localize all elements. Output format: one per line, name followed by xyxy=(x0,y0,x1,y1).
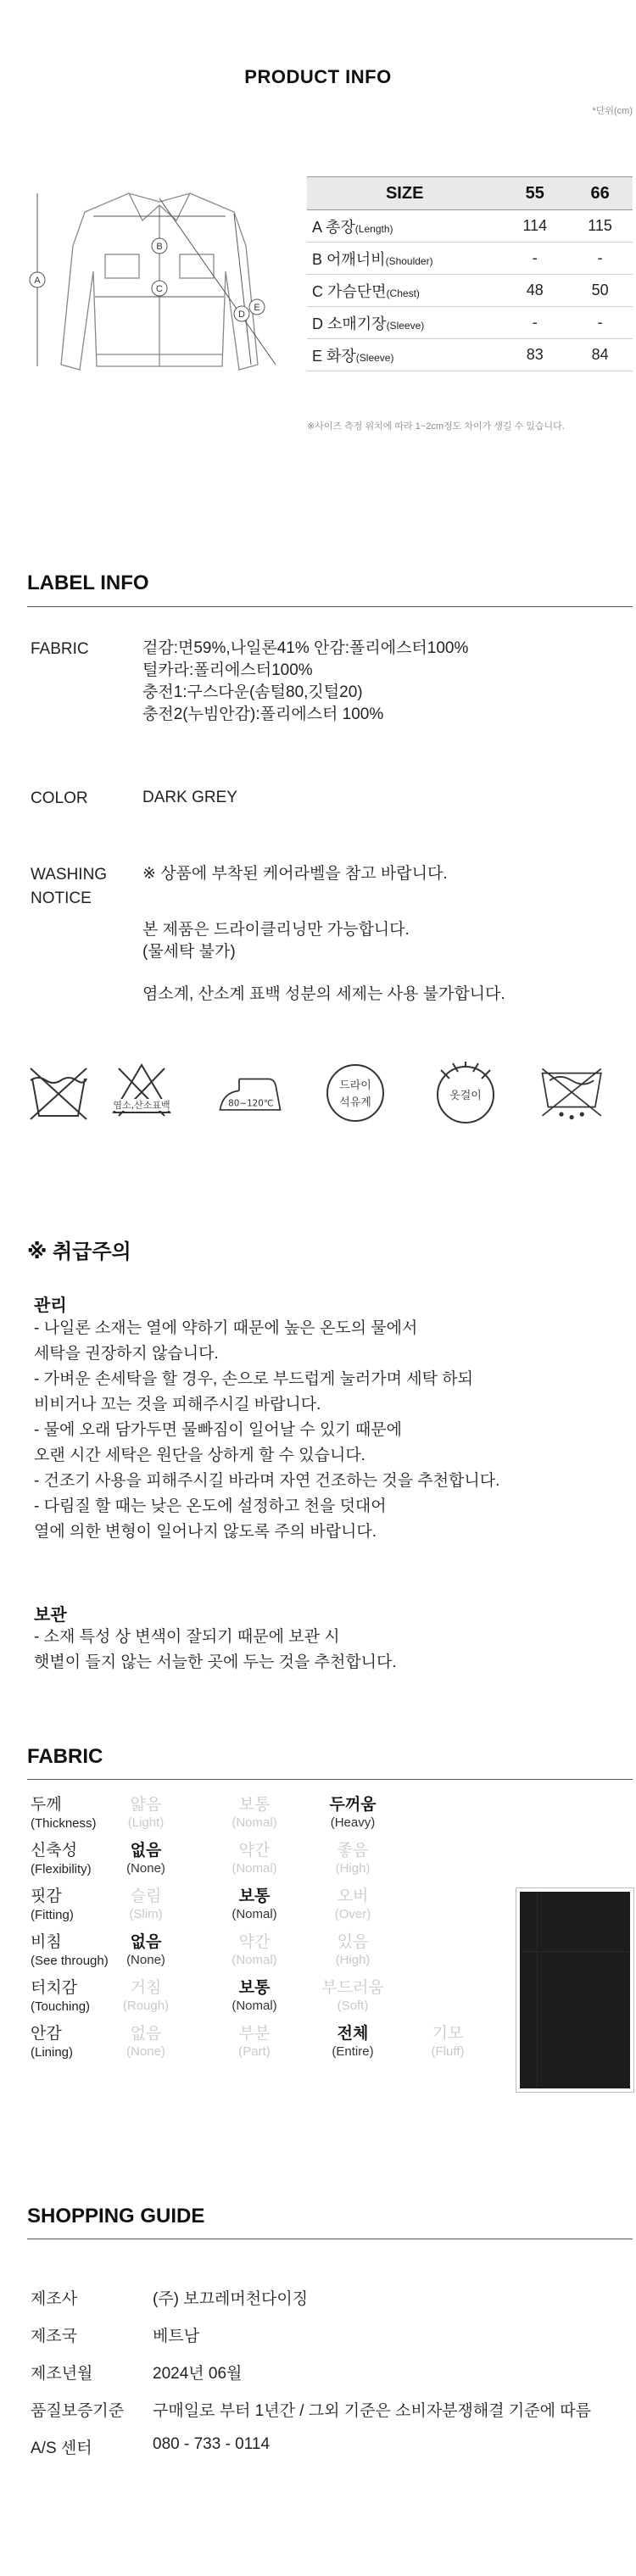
size-header-55: 55 xyxy=(502,177,567,210)
shopping-value: 베트남 xyxy=(153,2328,200,2345)
size-row-name: A 총장(Length) xyxy=(307,210,502,243)
jacket-pocket-left xyxy=(105,254,139,278)
shopping-key: A/S 센터 xyxy=(31,2439,92,2457)
label-c: C xyxy=(156,284,163,294)
fabric-attr-label: 핏감 (Fitting) xyxy=(31,1887,74,1922)
label-d: D xyxy=(238,309,245,320)
fabric-option: 오버 (Over) xyxy=(334,1887,371,1921)
iron-icon xyxy=(217,1060,283,1126)
svg-text:드라이: 드라이 xyxy=(339,1079,371,1092)
fabric-option-selected: 전체 (Entire) xyxy=(332,2025,374,2059)
fabric-option: 얇음 (Light) xyxy=(127,1796,165,1830)
size-value: 115 xyxy=(567,210,633,243)
size-value: - xyxy=(567,307,633,339)
color-key: COLOR xyxy=(31,789,88,807)
fabric-attr-label: 터치감 (Touching) xyxy=(31,1979,91,2014)
shopping-key: 품질보증기준 xyxy=(31,2402,125,2420)
shopping-guide-title: SHOPPING GUIDE xyxy=(27,2205,205,2228)
fabric-option-selected: 없음 (None) xyxy=(126,1933,165,1967)
fabric-divider xyxy=(27,1779,633,1780)
fabric-option: 약간 (Nomal) xyxy=(232,1842,277,1876)
size-row-name: D 소매기장(Sleeve) xyxy=(307,307,502,339)
size-row-name: C 가슴단면(Chest) xyxy=(307,275,502,307)
fabric-option: 보통 (Nomal) xyxy=(232,1796,277,1830)
label-info-title: LABEL INFO xyxy=(27,572,149,594)
label-a: A xyxy=(34,276,41,286)
care-title: ※ 취급주의 xyxy=(27,1241,131,1263)
fabric-attr-label: 두께 (Thickness) xyxy=(31,1796,97,1831)
size-value: 50 xyxy=(567,275,633,307)
size-table xyxy=(307,176,633,371)
shopping-key: 제조사 xyxy=(31,2290,78,2308)
jacket-diagram xyxy=(17,170,297,415)
label-e: E xyxy=(254,303,260,313)
fabric-line: 충전1:구스다운(솜털80,깃털20) xyxy=(142,683,363,701)
size-row-name: B 어깨너비(Shoulder) xyxy=(307,243,502,275)
measure-note: ※사이즈 측정 위치에 따라 1~2cm정도 차이가 생길 수 있습니다. xyxy=(307,421,565,432)
care-section-management: 관리 xyxy=(34,1296,67,1315)
svg-text:옷걸이: 옷걸이 xyxy=(449,1090,482,1102)
color-value: DARK GREY xyxy=(142,789,237,806)
size-row xyxy=(307,307,633,339)
care-management-lines: - 나일론 소재는 열에 약하기 때문에 높은 온도의 물에서 세탁을 권장하지 않습니다. - 가벼운 손세탁을 할 경우, 손으로 부드럽게 눌러가며 세탁 하되 비비거나 꼬는 것을 피해주시길 바랍니다. - 물에 오래 담가두면 물빠짐이 일어날 수 있기 때문에 오랜 시간 세탁은 원단을 상하게 할 수 있습니다. - 건조기 사용을 피해주시길 바라며 자연 건조하는 것을 추천합니다. - 다림질 할 때는 낮은 온도에 설정하고 천을 덧대어 열에 의한 변형이 일어나지 않도록 주의 바랍니다. xyxy=(34,1319,500,1541)
fabric-option-selected: 없음 (None) xyxy=(126,1842,165,1876)
care-section-storage: 보관 xyxy=(34,1606,67,1625)
no-tumble-dry-icon xyxy=(539,1060,605,1126)
size-value: - xyxy=(502,307,567,339)
size-value: 48 xyxy=(502,275,567,307)
size-value: 83 xyxy=(502,339,567,371)
fabric-swatch xyxy=(516,1887,634,2093)
no-wash-icon xyxy=(25,1060,92,1126)
fabric-option: 좋음 (High) xyxy=(335,1842,371,1876)
size-row-name: E 화장(Sleeve) xyxy=(307,339,502,371)
washing-line-2: 본 제품은 드라이클리닝만 가능합니다. xyxy=(142,921,410,939)
care-storage-lines: - 소재 특성 상 변색이 잘되기 때문에 보관 시 햇볕이 들지 않는 서늘한 곳에 두는 것을 추천합니다. xyxy=(34,1628,397,1671)
fabric-option: 거침 (Rough) xyxy=(122,1979,170,2013)
fabric-swatch-image xyxy=(520,1892,630,2088)
washing-line-3: (물세탁 불가) xyxy=(142,943,236,961)
shopping-key: 제조국 xyxy=(31,2328,78,2345)
svg-text:염소,산소표백: 염소,산소표백 xyxy=(113,1100,170,1111)
fabric-title: FABRIC xyxy=(27,1745,103,1768)
shopping-key: 제조년월 xyxy=(31,2365,93,2383)
label-info-divider xyxy=(27,606,633,607)
svg-text:80~120℃: 80~120℃ xyxy=(228,1098,274,1109)
fabric-line: 충전2(누빔안감):폴리에스터 100% xyxy=(142,705,384,723)
hang-dry-icon xyxy=(432,1060,499,1126)
dry-clean-icon xyxy=(322,1060,388,1126)
washing-key: WASHING NOTICE xyxy=(31,866,108,907)
fabric-attr-label: 안감 (Lining) xyxy=(31,2025,74,2060)
label-b: B xyxy=(156,242,163,252)
svg-text:석유계: 석유계 xyxy=(339,1096,371,1109)
fabric-option-selected: 보통 (Nomal) xyxy=(232,1979,277,2013)
shopping-value: 080 - 733 - 0114 xyxy=(153,2435,271,2453)
fabric-option: 있음 (High) xyxy=(335,1933,371,1967)
size-row xyxy=(307,275,633,307)
fabric-line: 겉감:면59%,나일론41% 안감:폴리에스터100% xyxy=(142,639,469,657)
shopping-value: 2024년 06월 xyxy=(153,2365,243,2383)
shopping-value: (주) 보끄레머천다이징 xyxy=(153,2290,309,2308)
fabric-key: FABRIC xyxy=(31,640,89,658)
size-table-header xyxy=(307,177,633,210)
fabric-value xyxy=(142,638,468,726)
measure-e-line xyxy=(159,198,276,365)
size-header-66: 66 xyxy=(567,177,633,210)
size-value: - xyxy=(567,243,633,275)
fabric-option: 기모 (Fluff) xyxy=(431,2025,465,2059)
fabric-option-selected: 보통 (Nomal) xyxy=(232,1887,277,1921)
size-value: 84 xyxy=(567,339,633,371)
washing-line-4: 염소계, 산소계 표백 성분의 세제는 사용 불가합니다. xyxy=(142,985,505,1003)
fabric-option: 슬림 (Slim) xyxy=(129,1887,163,1921)
size-value: - xyxy=(502,243,567,275)
washing-line-1: ※ 상품에 부착된 케어라벨을 참고 바랍니다. xyxy=(142,865,448,883)
size-row xyxy=(307,339,633,371)
size-row xyxy=(307,243,633,275)
shopping-value: 구매일로 부터 1년간 / 그외 기준은 소비자분쟁해결 기준에 따름 xyxy=(153,2402,591,2420)
no-bleach-icon xyxy=(109,1060,175,1126)
unit-note: *단위(cm) xyxy=(592,106,633,116)
fabric-option: 약간 (Nomal) xyxy=(232,1933,277,1967)
jacket-pocket-right xyxy=(180,254,214,278)
product-info-title: PRODUCT INFO xyxy=(244,66,392,87)
fabric-option-selected: 두꺼움 (Heavy) xyxy=(329,1796,377,1830)
fabric-option: 없음 (None) xyxy=(126,2025,165,2059)
fabric-option: 부드러움 (Soft) xyxy=(321,1979,384,2013)
size-value: 114 xyxy=(502,210,567,243)
size-header-label: SIZE xyxy=(307,177,502,210)
fabric-line: 털카라:폴리에스터100% xyxy=(142,661,313,679)
fabric-attr-label: 비침 (See through) xyxy=(31,1933,109,1968)
fabric-attr-label: 신축성 (Flexibility) xyxy=(31,1842,92,1876)
fabric-option: 부분 (Part) xyxy=(238,2025,271,2059)
size-row xyxy=(307,210,633,243)
